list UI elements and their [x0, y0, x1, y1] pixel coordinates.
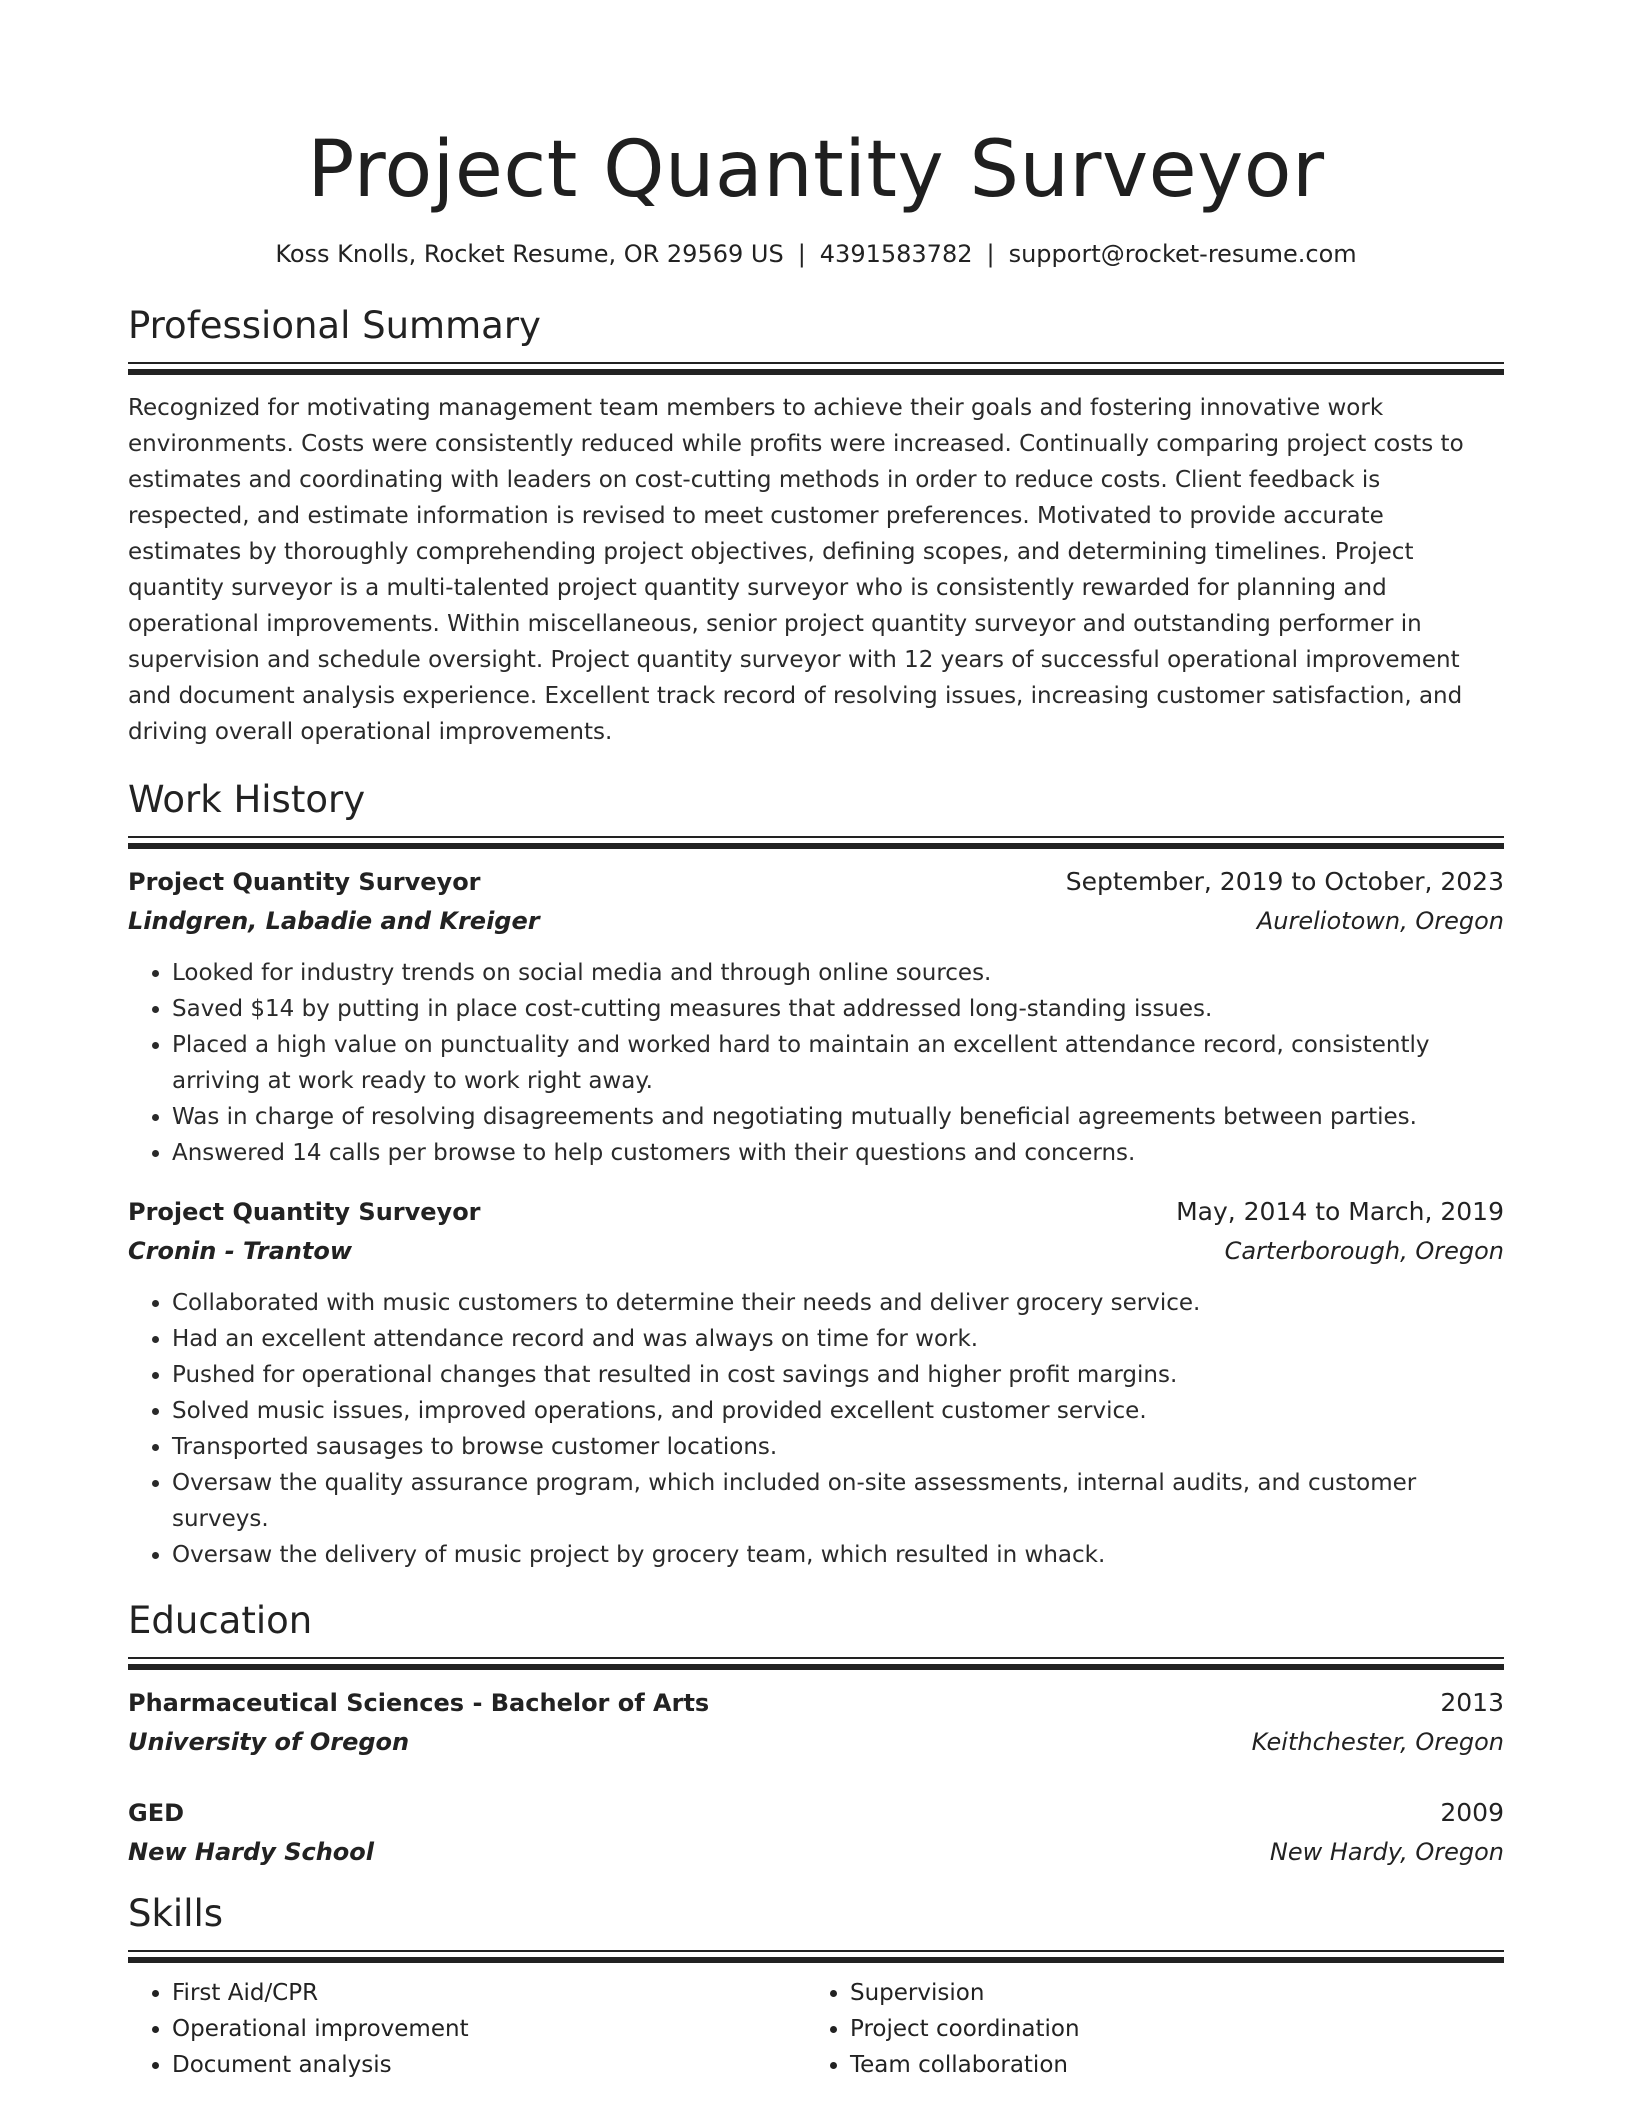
skills-list-right	[806, 1975, 1484, 2083]
resume-title: Project Quantity Surveyor	[307, 125, 1325, 215]
job-entry	[128, 863, 1504, 1171]
job-entry	[128, 1193, 1504, 1573]
skill-item: • Document analysis	[172, 2047, 806, 2083]
job-location: Carterborough, Oregon	[1224, 1237, 1504, 1265]
list-item: • Was in charge of resolving disagreements and negotiating mutually beneficial agreements between parties.	[172, 1099, 1504, 1135]
degree: Pharmaceutical Sciences - Bachelor of Arts	[128, 1689, 710, 1717]
job-bullets	[128, 955, 1504, 1171]
address: Koss Knolls, Rocket Resume, OR 29569 US	[275, 240, 784, 268]
job-location: Aureliotown, Oregon	[1256, 907, 1504, 935]
list-item: • Solved music issues, improved operations, and provided excellent customer service.	[172, 1393, 1504, 1429]
contact-separator: |	[797, 240, 806, 268]
school-name: New Hardy School	[128, 1838, 374, 1866]
list-item: • Oversaw the delivery of music project by grocery team, which resulted in whack.	[172, 1537, 1504, 1573]
work-history-section	[128, 776, 1504, 1573]
job-title: Project Quantity Surveyor	[128, 1198, 481, 1226]
job-dates: September, 2019 to October, 2023	[1065, 867, 1504, 896]
section-rule	[128, 836, 1504, 838]
list-item: • Collaborated with music customers to determine their needs and deliver grocery service.	[172, 1285, 1504, 1321]
section-rule	[128, 1950, 1504, 1952]
skills-columns	[128, 1975, 1504, 2083]
list-item: • Placed a high value on punctuality and worked hard to maintain an excellent attendance record, consistently arriving at work ready to work right away.	[172, 1027, 1504, 1099]
section-rule-thick	[128, 369, 1504, 375]
skill-item: • First Aid/CPR	[172, 1975, 806, 2011]
list-item: • Had an excellent attendance record and was always on time for work.	[172, 1321, 1504, 1357]
skills-list-left	[128, 1975, 806, 2083]
email: support@rocket-resume.com	[1008, 240, 1357, 268]
contact-line	[128, 236, 1504, 272]
list-item: • Transported sausages to browse customer locations.	[172, 1429, 1504, 1465]
phone: 4391583782	[819, 240, 973, 268]
degree: GED	[128, 1799, 185, 1827]
education-entry	[128, 1794, 1504, 1872]
skills-heading: Skills	[128, 1892, 224, 1935]
company-name: Lindgren, Labadie and Kreiger	[128, 907, 540, 935]
skill-item: • Project coordination	[850, 2011, 1484, 2047]
school-location: Keithchester, Oregon	[1251, 1728, 1504, 1756]
summary-section	[128, 302, 1504, 750]
resume-page	[128, 0, 1504, 2083]
section-rule-thick	[128, 1957, 1504, 1963]
graduation-year: 2013	[1440, 1688, 1504, 1717]
education-entry	[128, 1684, 1504, 1762]
list-item: • Answered 14 calls per browse to help customers with their questions and concerns.	[172, 1135, 1504, 1171]
summary-heading: Professional Summary	[128, 304, 541, 347]
skill-item: • Supervision	[850, 1975, 1484, 2011]
contact-separator: |	[986, 240, 995, 268]
job-bullets	[128, 1285, 1504, 1573]
list-item: • Pushed for operational changes that resulted in cost savings and higher profit margins.	[172, 1357, 1504, 1393]
job-title: Project Quantity Surveyor	[128, 868, 481, 896]
company-name: Cronin - Trantow	[128, 1237, 352, 1265]
summary-text: Recognized for motivating management team members to achieve their goals and fostering innovative work environments. Costs were consistently reduced while profits were increased. Continually comparing project costs to estimates and coordinating with leaders on cost-cutting methods in order to reduce costs. Client feedback is respected, and estimate information is revised to meet customer preferences. Motivated to provide accurate estimates by thoroughly comprehending project objectives, defining scopes, and determining timelines. Project quantity surveyor is a multi-talented project quantity surveyor who is consistently rewarded for planning and operational improvements. Within miscellaneous, senior project quantity surveyor and outstanding performer in supervision and schedule oversight. Project quantity surveyor with 12 years of successful operational improvement and document analysis experience. Excellent track record of resolving issues, increasing customer satisfaction, and driving overall operational improvements.	[128, 395, 1464, 745]
list-item: • Oversaw the quality assurance program, which included on-site assessments, internal audits, and customer surveys.	[172, 1465, 1504, 1537]
graduation-year: 2009	[1440, 1798, 1504, 1827]
skills-section	[128, 1890, 1504, 2083]
school-location: New Hardy, Oregon	[1269, 1838, 1504, 1866]
section-rule-thick	[128, 1664, 1504, 1670]
list-item: • Looked for industry trends on social media and through online sources.	[172, 955, 1504, 991]
school-name: University of Oregon	[128, 1728, 410, 1756]
skill-item: • Operational improvement	[172, 2011, 806, 2047]
section-rule	[128, 362, 1504, 364]
section-rule	[128, 1657, 1504, 1659]
education-heading: Education	[128, 1599, 313, 1642]
section-rule-thick	[128, 843, 1504, 849]
list-item: • Saved $14 by putting in place cost-cutting measures that addressed long-standing issues.	[172, 991, 1504, 1027]
education-section	[128, 1597, 1504, 1872]
work-history-heading: Work History	[128, 778, 366, 821]
skill-item: • Team collaboration	[850, 2047, 1484, 2083]
job-dates: May, 2014 to March, 2019	[1176, 1197, 1504, 1226]
